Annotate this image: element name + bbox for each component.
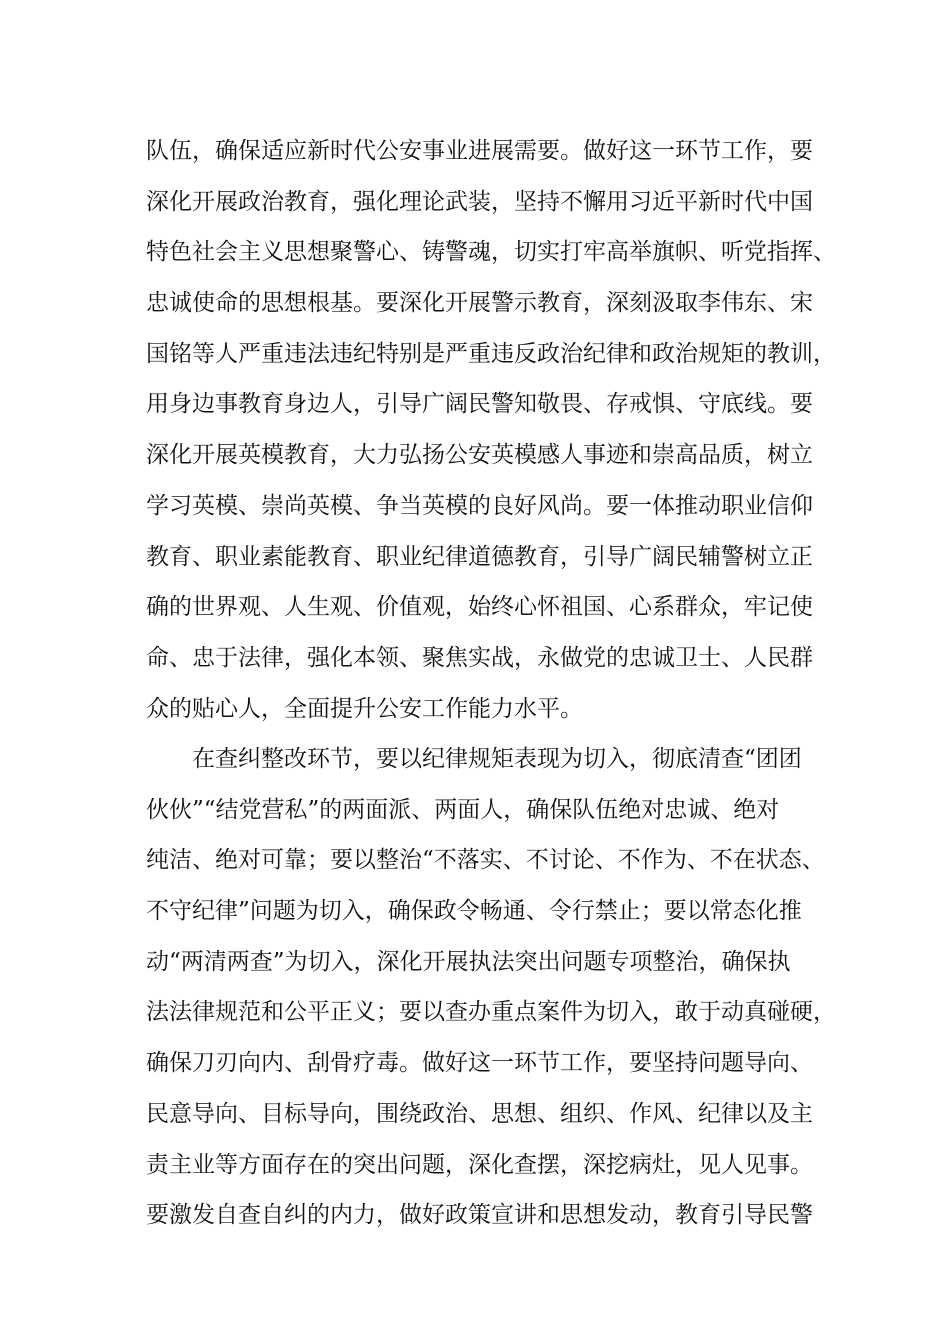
paragraph-line: 深化开展政治教育，强化理论武装，坚持不懈用习近平新时代中国	[146, 188, 813, 215]
paragraph-line: 用身边事教育身边人，引导广阔民警知敬畏、存戒惧、守底线。要	[146, 391, 813, 418]
paragraph-line: 纯洁、绝对可靠；要以整治“不落实、不讨论、不作为、不在状态、	[146, 847, 825, 874]
paragraph-line: 确保刀刃向内、刮骨疗毒。做好这一环节工作，要坚持问题导向、	[146, 1050, 813, 1077]
paragraph-continued	[146, 126, 836, 734]
paragraph-line: 命、忠于法律，强化本领、聚焦实战，永做党的忠诚卫士、人民群	[146, 644, 813, 671]
paragraph-line: 特色社会主义思想聚警心、铸警魂，切实打牢高举旗帜、听党指挥、	[146, 239, 836, 266]
paragraph-line: 教育、职业素能教育、职业纪律道德教育，引导广阔民辅警树立正	[146, 543, 813, 570]
paragraph-line: 民意导向、目标导向，围绕政治、思想、组织、作风、纪律以及主	[146, 1100, 813, 1127]
paragraph-line: 不守纪律”问题为切入，确保政令畅通、令行禁止；要以常态化推	[146, 898, 802, 925]
paragraph-line: 忠诚使命的思想根基。要深化开展警示教育，深刻汲取李伟东、宋	[146, 290, 813, 317]
paragraph-line: 动“两清两查”为切入，深化开展执法突出问题专项整治，确保执	[146, 948, 791, 975]
paragraph-rectification	[146, 734, 836, 1241]
paragraph-line: 国铭等人严重违法违纪特别是严重违反政治纪律和政治规矩的教训，	[146, 340, 836, 367]
paragraph-line: 深化开展英模教育，大力弘扬公安英模感人事迹和崇高品质，树立	[146, 442, 813, 469]
paragraph-line: 在查纠整改环节，要以纪律规矩表现为切入，彻底清查“团团	[192, 746, 802, 772]
paragraph-line: 确的世界观、人生观、价值观，始终心怀祖国、心系群众，牢记使	[146, 594, 813, 621]
paragraph-line: 要激发自查自纠的内力，做好政策宣讲和思想发动，教育引导民警	[146, 1202, 813, 1229]
paragraph-line: 众的贴心人，全面提升公安工作能力水平。	[146, 695, 583, 722]
paragraph-line: 法法律规范和公平正义；要以查办重点案件为切入，敢于动真碰硬，	[146, 999, 836, 1026]
paragraph-line: 队伍，确保适应新时代公安事业进展需要。做好这一环节工作，要	[146, 138, 813, 164]
paragraph-line: 责主业等方面存在的突出问题，深化查摆，深挖病灶，见人见事。	[146, 1151, 813, 1178]
paragraph-line: 伙伙”“结党营私”的两面派、两面人，确保队伍绝对忠诚、绝对	[146, 796, 780, 823]
paragraph-line: 学习英模、崇尚英模、争当英模的良好风尚。要一体推动职业信仰	[146, 492, 813, 519]
